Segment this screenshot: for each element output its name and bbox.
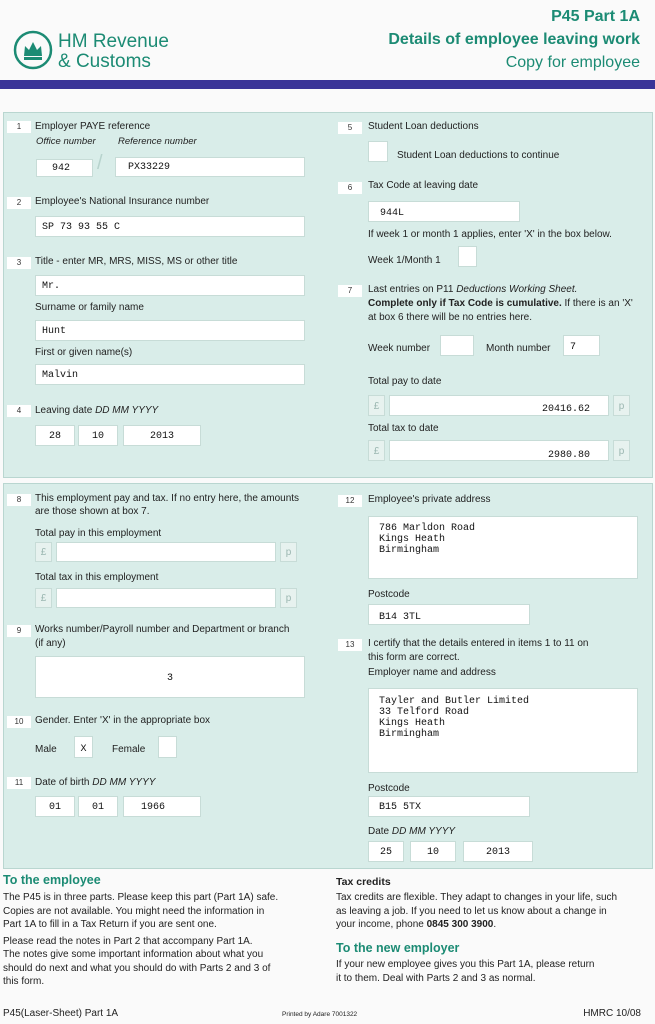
item-number-8: 8 [7,494,31,506]
address-line: 786 Marldon Road [379,523,476,534]
to-new-employer-text: If your new employee gives you this Part 1A, please return it to them. Deal with Parts 2 and 3 as normal. [336,959,595,984]
address-line: Tayler and Butler Limited [379,696,530,707]
pound-sign: £ [35,542,52,562]
total-tax-employment-label: Total tax in this employment [35,572,159,583]
crown-icon [13,30,53,70]
this-employment-label-2: are those shown at box 7. [35,506,150,517]
office-number-label: Office number [36,136,96,147]
total-tax-employment-field[interactable] [56,588,276,608]
item-number-10: 10 [7,716,31,728]
pound-sign: £ [368,395,385,416]
title-field[interactable]: Mr. [35,275,305,296]
address-line: Birmingham [379,545,440,556]
leaving-date-label: Leaving date DD MM YYYY [35,405,159,416]
form-subtitle: Copy for employee [505,54,640,71]
org-name-line1: HM Revenue [58,31,169,52]
certify-label: I certify that the details entered in items 1 to 11 on [368,638,589,649]
pound-sign: £ [368,440,385,461]
student-loan-checkbox[interactable] [368,141,388,162]
to-new-employer-heading: To the new employer [336,941,460,955]
slash-separator: / [97,152,103,174]
surname-field[interactable]: Hunt [35,320,305,341]
accent-bar [0,80,655,89]
cert-date-mm[interactable]: 10 [410,841,456,862]
cumulative-note-2: at box 6 there will be no entries here. [368,312,532,323]
total-pay-to-date-label: Total pay to date [368,376,442,387]
pence-sign: p [613,440,630,461]
female-label: Female [112,744,146,755]
month-number-field[interactable]: 7 [563,335,600,356]
male-label: Male [35,744,57,755]
week-number-label: Week number [368,343,431,354]
total-tax-to-date-label: Total tax to date [368,423,439,434]
item-number-12: 12 [338,495,362,507]
month-number-label: Month number [486,343,551,354]
employer-postcode-field[interactable]: B15 5TX [368,796,530,817]
dob-mm[interactable]: 01 [78,796,118,817]
phone-number: 0845 300 3900 [426,919,494,930]
employer-address-field[interactable] [368,688,638,773]
employer-postcode-label: Postcode [368,783,410,794]
this-employment-label: This employment pay and tax. If no entry here, the amounts [35,493,300,504]
surname-label: Surname or family name [35,302,144,313]
cert-date-dd[interactable]: 25 [368,841,404,862]
leaving-date-dd[interactable]: 28 [35,425,75,446]
employer-paye-label: Employer PAYE reference [35,121,151,132]
works-number-label: Works number/Payroll number and Department or branch [35,624,290,635]
first-name-field[interactable]: Malvin [35,364,305,385]
cert-date-yyyy[interactable]: 2013 [463,841,533,862]
footer-version: HMRC 10/08 [583,1008,641,1019]
item-number-3: 3 [7,257,31,269]
week-number-field[interactable] [440,335,474,356]
cumulative-note: Complete only if Tax Code is cumulative. If there is an 'X' [368,298,633,309]
employee-postcode-label: Postcode [368,589,410,600]
student-loan-continue-label: Student Loan deductions to continue [397,150,560,161]
address-line: Birmingham [379,729,440,740]
item-number-9: 9 [7,625,31,637]
item-number-4: 4 [7,405,31,417]
total-pay-employment-label: Total pay in this employment [35,528,162,539]
total-tax-to-date-field[interactable]: 2980.80 [389,440,609,461]
date-of-birth-label: Date of birth DD MM YYYY [35,777,156,788]
dob-yyyy[interactable]: 1966 [123,796,201,817]
date-label: Date DD MM YYYY [368,826,456,837]
total-pay-employment-field[interactable] [56,542,276,562]
hmrc-logo [13,30,53,70]
last-entries-label: Last entries on P11 Deductions Working Sheet. [368,284,578,295]
pence-sign: p [280,542,297,562]
employee-postcode-field[interactable]: B14 3TL [368,604,530,625]
dob-dd[interactable]: 01 [35,796,75,817]
gender-label: Gender. Enter 'X' in the appropriate box [35,715,211,726]
item-number-13: 13 [338,639,362,651]
form-code: P45 Part 1A [551,8,640,25]
employer-name-address-label: Employer name and address [368,667,496,678]
tax-code-field[interactable]: 944L [368,201,520,222]
week1-month1-checkbox[interactable] [458,246,477,267]
title-label: Title - enter MR, MRS, MISS, MS or other title [35,256,238,267]
certify-label-2: this form are correct. [368,652,460,663]
org-name-line2: & Customs [58,51,151,72]
item-number-11: 11 [7,777,31,789]
tax-code-label: Tax Code at leaving date [368,180,479,191]
week1-note: If week 1 or month 1 applies, enter 'X' in the box below. [368,229,612,240]
reference-number-label: Reference number [118,136,197,147]
student-loan-label: Student Loan deductions [368,121,479,132]
item-number-1: 1 [7,121,31,133]
pound-sign: £ [35,588,52,608]
to-employee-heading: To the employee [3,873,101,887]
pence-sign: p [613,395,630,416]
office-number-field[interactable]: 942 [36,159,93,177]
item-number-5: 5 [338,122,362,134]
tax-credits-heading: Tax credits [336,876,391,888]
female-checkbox[interactable] [158,736,177,758]
item-number-6: 6 [338,182,362,194]
leaving-date-mm[interactable]: 10 [78,425,118,446]
week1-month1-label: Week 1/Month 1 [368,255,441,266]
total-pay-to-date-field[interactable]: 20416.62 [389,395,609,416]
item-number-7: 7 [338,285,362,297]
pence-sign: p [280,588,297,608]
works-number-label-2: (if any) [35,638,66,649]
reference-number-field[interactable]: PX33229 [115,157,305,177]
footer-form-id: P45(Laser-Sheet) Part 1A [3,1008,119,1019]
private-address-label: Employee's private address [368,494,491,505]
leaving-date-yyyy[interactable]: 2013 [123,425,201,446]
form-title: Details of employee leaving work [388,31,640,48]
tax-credits-text: Tax credits are flexible. They adapt to changes in your life, such as leaving a job. If you need to let us know about a change in your income, phone 0845 300 3900. [336,892,618,930]
ni-number-field[interactable]: SP 73 93 55 C [35,216,305,237]
address-line: Kings Heath [379,534,446,545]
footer-printer: Printed by Adare 7001322 [282,1011,358,1018]
works-number-field[interactable]: 3 [35,656,305,698]
address-line: 33 Telford Road [379,707,470,718]
ni-number-label: Employee's National Insurance number [35,196,210,207]
private-address-field[interactable] [368,516,638,579]
male-checkbox[interactable]: X [74,736,93,758]
first-name-label: First or given name(s) [35,347,133,358]
to-employee-text: The P45 is in three parts. Please keep this part (Part 1A) safe. Copies are not available. You might need the information in Part 1A to fill in a Tax Return if you are sent one. Please read the notes in Part 2 that accompany Part 1A. The notes give some important information about what you should do next and what you should do with Parts 2 and 3 of this form. [3,892,279,987]
item-number-2: 2 [7,197,31,209]
address-line: Kings Heath [379,718,446,729]
